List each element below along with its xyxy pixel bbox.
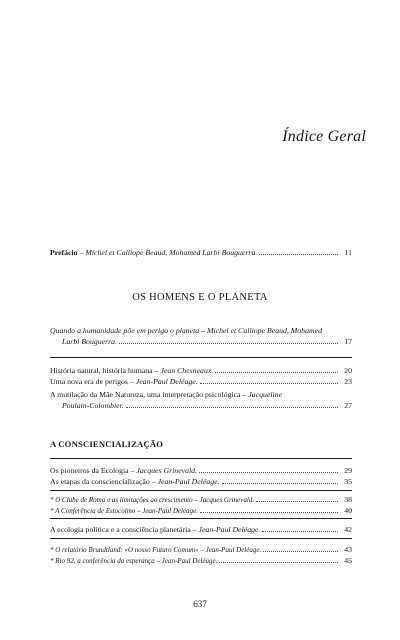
leader-dots (256, 494, 338, 502)
entry-title: A mutilação da Mãe Natureza, uma interpretação psicológica (50, 390, 241, 399)
leader-dots (200, 376, 338, 384)
entry-sep: – (152, 366, 161, 375)
entry-title: A ecologia política e a consciência planetária (50, 525, 191, 534)
entry-author: Jacqueline (248, 390, 283, 399)
toc-entry (50, 465, 352, 476)
leader-dots (262, 524, 338, 532)
divider (50, 357, 352, 358)
page-ref: 11 (344, 248, 352, 257)
preface-label: Prefácio (50, 248, 78, 257)
page-ref: 40 (344, 506, 352, 515)
entry-author-cont: Poulain-Colombier. (62, 401, 124, 410)
entry-title: Quando a humanidade põe em perigo o planeta (50, 326, 200, 335)
page-ref: 27 (344, 401, 352, 410)
entry-author: – Michel et Calliope Beaud, Mohamed (199, 326, 322, 335)
entry-sep: – (192, 496, 200, 504)
entry-author: Jean-Paul Deléage. (161, 557, 218, 565)
toc-entry (50, 365, 352, 376)
entry-sep: – (190, 525, 199, 534)
entry-author: Jean-Paul Deléage. (205, 546, 262, 554)
entry-author: Jacques Grinevald. (199, 496, 255, 504)
leader-dots (219, 555, 338, 563)
entry-title: Os pioneiros da Ecologia (50, 466, 129, 475)
page-ref: 23 (344, 377, 352, 386)
entry-sep: – (240, 390, 249, 399)
entry-title: * O relatório Brundtland: «O nosso Futuro Comum» (50, 546, 199, 554)
toc-entry (50, 476, 352, 487)
toc-entry (50, 325, 352, 347)
entry-author: Jean Chesneaux. (160, 366, 214, 375)
entry-title: As etapas da consciencialização (50, 477, 150, 486)
page-ref: 45 (344, 556, 352, 565)
divider (50, 458, 352, 459)
entry-author: Jean-Paul Deléage. (142, 507, 198, 515)
toc-entry (50, 524, 352, 535)
entry-sep: – (128, 466, 137, 475)
entry-sep: – (127, 377, 136, 386)
entry-title: * A Conferência de Estocolmo (50, 507, 136, 515)
entry-sep: – (154, 557, 162, 565)
leader-dots (215, 365, 338, 373)
entry-title: História natural, história humana (50, 366, 153, 375)
page-ref: 43 (344, 545, 352, 554)
divider (50, 538, 352, 539)
toc-entry (50, 376, 352, 387)
entry-title: Uma nova era de perigos (50, 377, 128, 386)
toc-entry-preface (50, 247, 352, 258)
entry-title: * Rio 92, a conferência da esperança (50, 557, 155, 565)
toc-entry (50, 505, 352, 517)
entry-author: Jean-Paul Deléage. (135, 377, 198, 386)
preface-sep: – (77, 248, 86, 257)
entry-author-cont: Larbi Bouguerra. (62, 337, 118, 346)
page-ref: 42 (344, 525, 352, 534)
page-ref: 38 (344, 495, 352, 504)
section-heading: OS HOMENS E O PLANETA (132, 292, 268, 303)
entry-author: Jacques Grinevald. (136, 466, 198, 475)
leader-dots (199, 465, 338, 473)
entry-author: Jean-Paul Deléage. (198, 525, 261, 534)
toc-entry (50, 389, 352, 411)
entry-sep: – (149, 477, 158, 486)
leader-dots (126, 400, 338, 408)
preface-authors: Michel et Calliope Beaud, Mohamed Larbi Bouguerra. (85, 248, 258, 257)
page-ref: 35 (344, 477, 352, 486)
leader-dots (200, 505, 338, 513)
leader-dots (263, 544, 338, 552)
entry-author: Jean-Paul Deléage. (157, 477, 220, 486)
page-ref: 29 (344, 466, 352, 475)
entry-sep: – (198, 546, 206, 554)
page-number: 637 (193, 599, 207, 609)
page-title: Índice Geral (282, 128, 366, 145)
toc-entry (50, 555, 352, 567)
divider (50, 518, 352, 519)
leader-dots (222, 476, 338, 484)
divider (50, 490, 352, 491)
entry-sep: – (135, 507, 143, 515)
leader-dots (259, 247, 338, 255)
page-ref: 17 (344, 337, 352, 346)
leader-dots (119, 336, 338, 344)
page-ref: 20 (344, 366, 352, 375)
section-heading: A CONSCIENCIALIZAÇÃO (50, 439, 164, 449)
entry-title: * O Clube de Roma e as limitações ao crescimento (50, 496, 193, 504)
